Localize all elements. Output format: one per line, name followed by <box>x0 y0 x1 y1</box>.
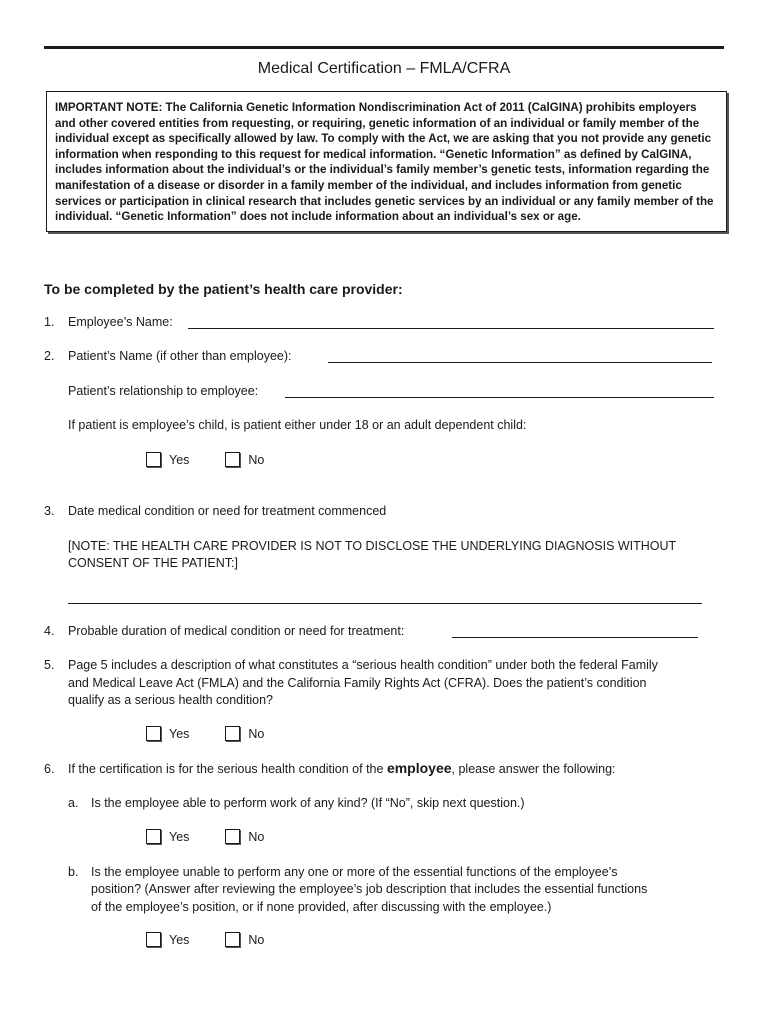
duration-label: Probable duration of medical condition or need for treatment: <box>68 624 405 638</box>
no-label: No <box>248 932 265 947</box>
question-2-number: 2. <box>44 349 55 363</box>
relationship-label: Patient’s relationship to employee: <box>68 384 259 398</box>
question-1-number: 1. <box>44 315 55 329</box>
employee-condition-intro <box>68 760 616 778</box>
question-4-number: 4. <box>44 624 55 638</box>
serious-condition-options <box>146 726 300 741</box>
functions-yes-checkbox[interactable] <box>146 932 161 947</box>
work-ability-question: Is the employee able to perform work of any kind? (If “No”, skip next question.) <box>91 796 525 810</box>
essential-functions-options <box>146 932 300 947</box>
child-no-checkbox[interactable] <box>225 452 240 467</box>
section-heading: To be completed by the patient’s health care provider: <box>44 281 403 297</box>
serious-condition-line-1: Page 5 includes a description of what constitutes a “serious health condition” under both the federal Family <box>68 658 658 672</box>
work-ability-options <box>146 829 300 844</box>
intro-text-after: , please answer the following: <box>451 762 616 776</box>
yes-label: Yes <box>169 932 190 947</box>
work-yes-checkbox[interactable] <box>146 829 161 844</box>
genetic-info-note: IMPORTANT NOTE: The California Genetic Information Nondiscrimination Act of 2011 (CalGINA) prohibits employers and other covered entities from requesting, or requiring, genetic information of an individual or family member of the individual except as specifically allowed by law. To comply with the Act, we are asking that you not provide any genetic information when responding to this request for medical information. “Genetic Information” as defined by CalGINA, includes information about the individual’s or the individual’s family member’s genetic tests, information regarding the manifestation of a disease or disorder in a family member of the individual, and includes information from genetic services or participation in clinical research that includes genetic services by an individual or any family member of the individual. “Genetic Information” does not include information about an individual’s sex or age. <box>46 91 727 232</box>
no-label: No <box>248 726 265 741</box>
patient-name-label: Patient’s Name (if other than employee): <box>68 349 292 363</box>
yes-label: Yes <box>169 726 190 741</box>
employee-name-field[interactable] <box>188 328 714 329</box>
diagnosis-note-line-2: CONSENT OF THE PATIENT:] <box>68 556 238 570</box>
question-3-number: 3. <box>44 504 55 518</box>
no-label: No <box>248 829 265 844</box>
serious-yes-checkbox[interactable] <box>146 726 161 741</box>
intro-text-before: If the certification is for the serious health condition of the <box>68 762 387 776</box>
serious-condition-line-2: and Medical Leave Act (FMLA) and the California Family Rights Act (CFRA). Does the patient’s condition <box>68 676 647 690</box>
patient-name-field[interactable] <box>328 362 712 363</box>
page-title: Medical Certification – FMLA/CFRA <box>257 60 511 77</box>
question-5-number: 5. <box>44 658 55 672</box>
question-6a-letter: a. <box>68 796 79 810</box>
child-question: If patient is employee’s child, is patient either under 18 or an adult dependent child: <box>68 418 527 432</box>
commencement-date-label: Date medical condition or need for treatment commenced <box>68 504 387 518</box>
yes-label: Yes <box>169 829 190 844</box>
diagnosis-note-line-1: [NOTE: THE HEALTH CARE PROVIDER IS NOT TO DISCLOSE THE UNDERLYING DIAGNOSIS WITHOUT <box>68 539 677 553</box>
work-no-checkbox[interactable] <box>225 829 240 844</box>
serious-condition-line-3: qualify as a serious health condition? <box>68 693 273 707</box>
child-options <box>146 452 300 467</box>
serious-no-checkbox[interactable] <box>225 726 240 741</box>
functions-no-checkbox[interactable] <box>225 932 240 947</box>
no-label: No <box>248 452 265 467</box>
child-yes-checkbox[interactable] <box>146 452 161 467</box>
duration-field[interactable] <box>452 637 698 638</box>
relationship-field[interactable] <box>285 397 714 398</box>
employee-name-label: Employee’s Name: <box>68 315 173 329</box>
essential-functions-line-1: Is the employee unable to perform any one or more of the essential functions of the employee’s <box>91 865 618 879</box>
top-rule <box>44 46 724 49</box>
yes-label: Yes <box>169 452 190 467</box>
essential-functions-line-2: position? (Answer after reviewing the employee’s job description that includes the essential functions <box>91 882 648 896</box>
question-6-number: 6. <box>44 762 55 776</box>
essential-functions-line-3: of the employee’s position, or if none provided, after discussing with the employee.) <box>91 900 552 914</box>
question-6b-letter: b. <box>68 865 79 879</box>
intro-emphasis: employee <box>386 760 452 776</box>
commencement-date-field[interactable] <box>68 603 702 604</box>
